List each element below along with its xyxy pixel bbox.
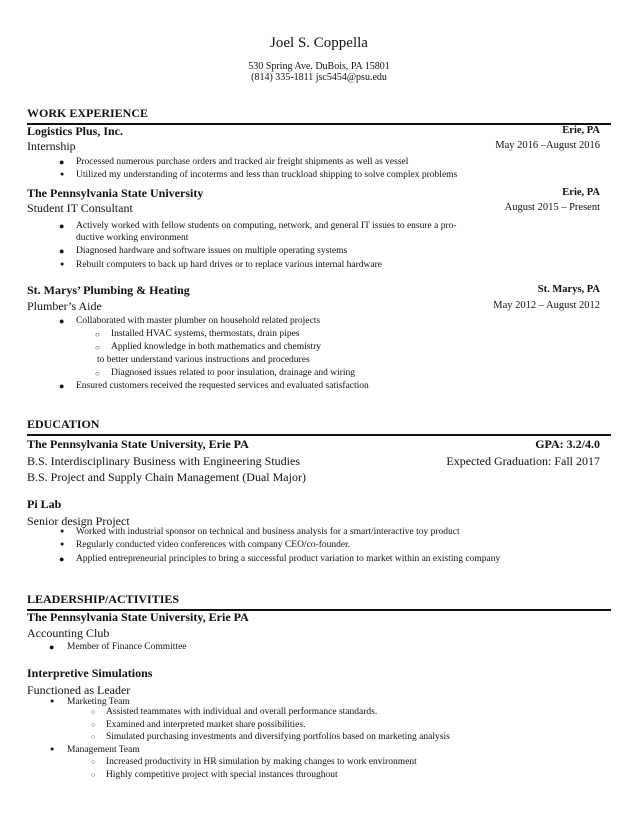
sub-bullet-icon: ○ [95, 330, 100, 339]
activity-role: Accounting Club [27, 626, 110, 640]
resume-name: Joel S. Coppella [270, 35, 368, 51]
section-title-work: WORK EXPERIENCE [27, 106, 149, 120]
bullet-icon: ● [59, 381, 65, 391]
list-item: Rebuilt computers to back up hard drives or to replace various internal hardware [76, 260, 383, 270]
list-item: Marketing Team [67, 697, 130, 707]
list-item: Diagnosed hardware and software issues on multiple operating systems [76, 246, 348, 256]
sub-list-item: Diagnosed issues related to poor insulation, drainage and wiring [111, 368, 356, 378]
bullet-icon: ● [50, 745, 55, 753]
list-item: Collaborated with master plumber on household related projects [76, 316, 321, 326]
section-title-leadership: LEADERSHIP/ACTIVITIES [27, 592, 180, 606]
sub-list-item: Examined and interpreted market share possibilities. [106, 720, 306, 730]
bullet-icon: ● [59, 316, 65, 326]
list-item-continuation: ductive working environment [76, 233, 189, 243]
sub-bullet-icon: ○ [91, 771, 96, 779]
sub-list-item: Installed HVAC systems, thermostats, drain pipes [111, 329, 300, 339]
sub-bullet-icon: ○ [95, 369, 100, 378]
project-org: Pi Lab [27, 497, 62, 511]
list-item: Utilized my understanding of incoterms and less than truckload shipping to solve complex problems [76, 170, 458, 180]
activity-org: Interpretive Simulations [27, 666, 153, 680]
gpa: GPA: 3.2/4.0 [535, 437, 600, 451]
section-divider [27, 434, 611, 436]
bullet-icon: ● [49, 642, 55, 652]
school-name: The Pennsylvania State University, Erie PA [27, 437, 249, 451]
address: 530 Spring Ave. DuBois, PA 15801 [248, 61, 390, 72]
degree: B.S. Project and Supply Chain Management (Dual Major) [27, 470, 306, 484]
job-role: Internship [27, 139, 76, 153]
bullet-icon: ● [59, 246, 65, 256]
list-item: Regularly conducted video conferences with company CEO/co-founder. [76, 540, 351, 550]
sub-list-item: Simulated purchasing investments and diversifying portfolios based on marketing analysis [106, 732, 450, 742]
list-item: Management Team [67, 745, 140, 755]
activity-role: Functioned as Leader [27, 683, 131, 697]
degree: B.S. Interdisciplinary Business with Engineering Studies [27, 454, 300, 468]
job-dates: August 2015 – Present [504, 202, 600, 213]
job-org: The Pennsylvania State University [27, 186, 204, 200]
job-location: Erie, PA [562, 187, 600, 198]
sub-bullet-icon: ○ [95, 343, 100, 352]
sub-bullet-icon: ○ [91, 758, 96, 766]
list-item: Actively worked with fellow students on computing, network, and general IT issues to ensure a pro- [76, 221, 457, 231]
sub-list-item: Applied knowledge in both mathematics and chemistry [111, 342, 322, 352]
sub-list-item: Increased productivity in HR simulation by making changes to work environment [106, 757, 417, 767]
sub-bullet-icon: ○ [91, 721, 96, 729]
list-item: Processed numerous purchase orders and tracked air freight shipments as well as vessel [76, 157, 409, 167]
job-location: Erie, PA [562, 125, 600, 136]
bullet-icon: ● [59, 157, 65, 167]
phone-email: (814) 335-1811 jsc5454@psu.edu [251, 72, 387, 83]
job-role: Plumber’s Aide [27, 299, 102, 313]
job-org: Logistics Plus, Inc. [27, 124, 124, 138]
list-item: Worked with industrial sponsor on technical and business analysis for a smart/interactive toy product [76, 527, 460, 537]
bullet-icon: ● [50, 697, 55, 705]
sub-list-item: Assisted teammates with individual and overall performance standards. [106, 707, 378, 717]
project-role: Senior design Project [27, 514, 130, 528]
job-dates: May 2012 – August 2012 [493, 300, 600, 311]
sub-list-item: Highly competitive project with special instances throughout [106, 770, 338, 780]
job-role: Student IT Consultant [27, 201, 133, 215]
bullet-icon: ● [59, 554, 65, 564]
bullet-icon: ● [59, 221, 65, 231]
list-item: Member of Finance Committee [67, 642, 187, 652]
sub-list-item-continuation: to better understand various instructions and procedures [97, 355, 310, 365]
job-dates: May 2016 –August 2016 [495, 140, 600, 151]
bullet-icon: ● [60, 527, 65, 535]
section-title-education: EDUCATION [27, 417, 100, 431]
job-org: St. Marys’ Plumbing & Heating [27, 283, 190, 297]
graduation-date: Expected Graduation: Fall 2017 [446, 454, 600, 468]
sub-bullet-icon: ○ [91, 708, 96, 716]
bullet-icon: ● [60, 540, 65, 548]
sub-bullet-icon: ○ [91, 733, 96, 741]
list-item: Applied entrepreneurial principles to bring a successful product variation to market within an existing company [76, 554, 501, 564]
bullet-icon: ● [60, 170, 65, 178]
bullet-icon: ● [60, 260, 65, 268]
activity-org: The Pennsylvania State University, Erie PA [27, 610, 249, 624]
job-location: St. Marys, PA [537, 284, 600, 295]
list-item: Ensured customers received the requested services and evaluated satisfaction [76, 381, 369, 391]
